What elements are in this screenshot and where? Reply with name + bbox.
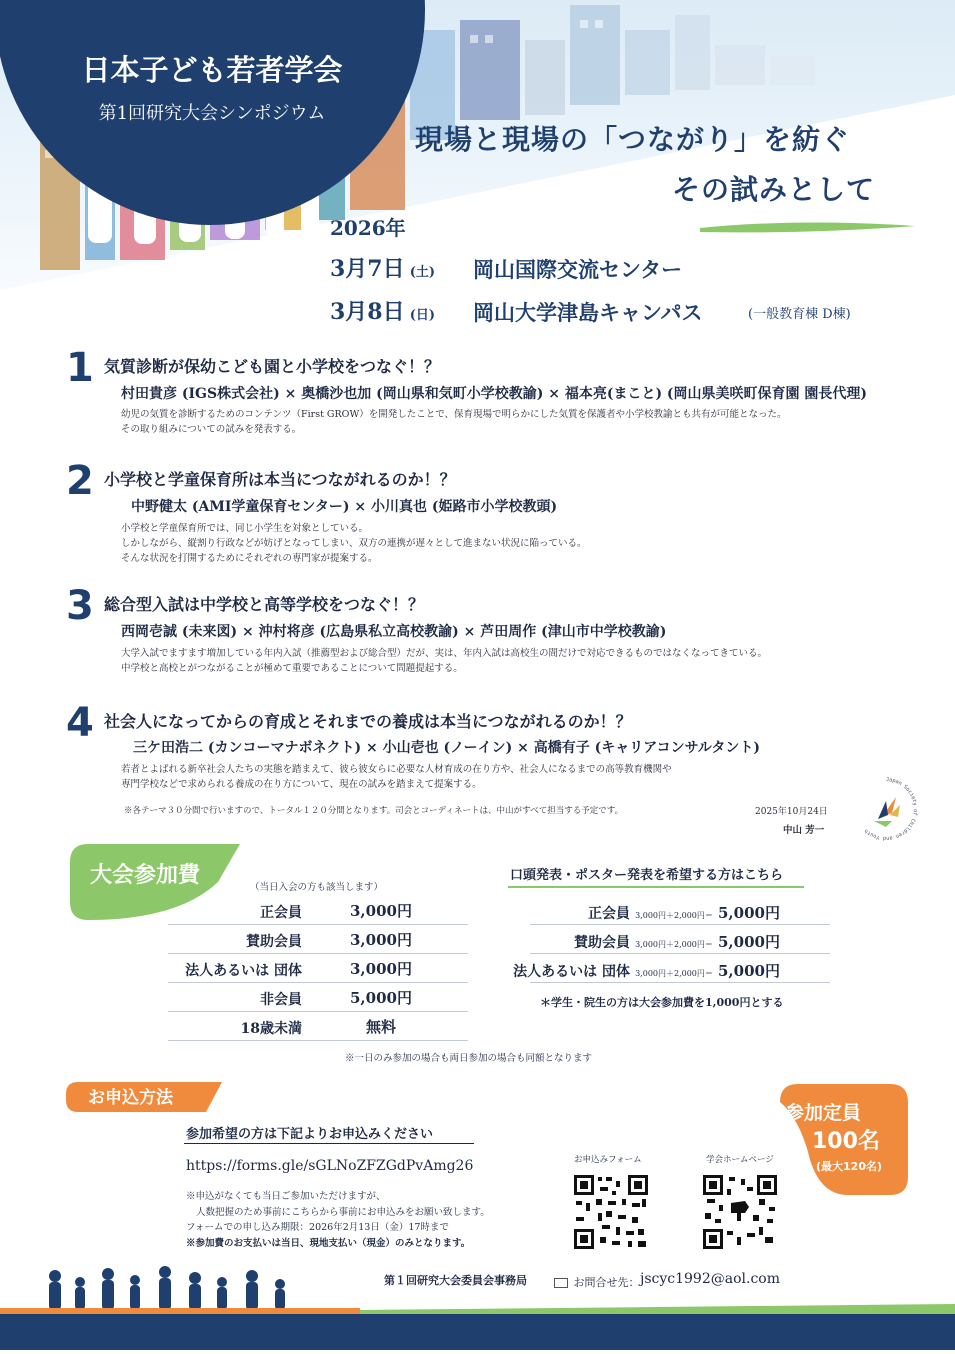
theme1-speakers: 村田貴彦 (IGS株式会社) × 奥橋沙也加 (岡山県和気町小学校教諭) × 福本亮(まこと) (岡山県美咲町保育園 園長代理) [121,386,868,402]
fee-divider [530,953,830,954]
theme3-description [121,646,767,676]
capacity-number: 100名 [812,1129,880,1154]
presenter-fee-label: 正会員 [588,906,630,922]
fee-value: 5,000円 [350,989,412,1007]
fee-divider [168,1011,468,1012]
contact-email[interactable]: jscyc1992@aol.com [640,1271,780,1287]
presenter-fee-row [510,902,830,923]
fee-value: 3,000円 [350,931,412,949]
presenter-fee-calc: 3,000円＋2,000円＝ [635,911,713,920]
theme2-speakers: 中野健太 (AMI学童保育センター) × 小川真也 (姫路市小学校教頭) [131,499,558,515]
theme4-number: 4 [66,700,94,746]
theme1-number: 1 [66,345,94,391]
theme4-description [121,762,672,792]
theme2-number: 2 [66,458,94,504]
homepage-qr-code[interactable] [701,1173,779,1251]
day1-weekday: (土) [409,265,436,280]
fee-label: 法人あるいは 団体 [185,963,302,979]
day1-date: 3月7日 [330,256,405,282]
day2-venue: 岡山大学津島キャンパス [473,300,703,325]
fee-label: 正会員 [260,905,302,921]
theme1-desc-line: その取り組みについての試みを発表する。 [121,424,302,435]
presenter-fee-calc: 3,000円＋2,000円＝ [635,969,713,978]
fee-value: 3,000円 [350,960,412,978]
presenter-fee-calc: 3,000円＋2,000円＝ [635,940,713,949]
theme2-desc-line: そんな状況を打開するためにそれぞれの専門家が提案する。 [121,553,378,564]
apply-notes [186,1189,490,1251]
office-name: 第１回研究大会委員会事務局 [384,1274,527,1287]
fee-label: 賛助会員 [246,934,302,950]
theme4-speakers: 三ケ田浩二 (カンコーマナボネクト) × 小山壱也 (ノーイン) × 高橋有子 (キャリアコンサルタント) [133,740,760,756]
fee-label: 非会員 [260,992,302,1008]
presenter-fee-row [510,960,830,981]
theme4-title: 社会人になってからの育成とそれまでの養成は本当につながれるのか！？ [104,712,632,731]
qr1-label: お申込みフォーム [574,1155,642,1165]
form-qr-code[interactable] [572,1173,650,1251]
oneday-note: ※一日のみ参加の場合も両日参加の場合も同額となります [345,1053,593,1064]
headline-line2: その試みとして [672,173,876,206]
theme3-number: 3 [66,583,94,629]
fee-subnote: （当日入会の方も該当します） [250,882,384,893]
student-note: ＊学生・院生の方は大会参加費を1,000円とする [540,996,784,1009]
day1-venue: 岡山国際交流センター [473,257,683,282]
theme2-desc-line: 小学校と学童保育所では、同じ小学生を対象としている。 [121,523,369,534]
org-title: 日本子ども若者学会 [81,53,343,87]
apply-lead-underline [184,1143,474,1144]
capacity-label: 参加定員 [785,1102,862,1124]
presenter-fee-value: 5,000円 [718,904,780,922]
theme1-desc-line: 幼児の気質を診断するためのコンテンツ（First GROW）を開発したことで、保育現場で明らかにした気質を保護者や小学校教諭とも共有が可能となった。 [121,409,787,420]
apply-note-line: ※申込がなくても当日ご参加いただけますが、 [186,1191,386,1202]
fee-value: 無料 [366,1018,397,1036]
presenter-fee-label: 賛助会員 [574,935,630,951]
day2-row [330,295,435,326]
presenter-fee-label: 法人あるいは 団体 [513,964,630,980]
footer-bar [0,1290,955,1350]
theme1-description [121,407,787,437]
presenter-heading-underline [508,886,804,888]
theme4-desc-line: 専門学校などで求められる養成の在り方について、現在の試みを踏まえて提案する。 [121,779,482,790]
signature-date: 2025年10月24日 [755,807,828,817]
fee-divider [168,953,468,954]
contact-row [554,1274,640,1290]
qr2-label: 学会ホームページ [706,1155,774,1165]
fee-divider [530,982,830,983]
day2-date: 3月8日 [330,299,405,325]
capacity-max: (最大120名) [816,1160,883,1173]
presenter-fee-value: 5,000円 [718,933,780,951]
fee-divider [168,1040,468,1041]
apply-heading: お申込方法 [88,1088,173,1108]
day1-row [330,252,435,283]
theme2-description [121,521,587,566]
logo-ring-text: Japan Society of Children and Youth [863,776,918,842]
event-year: 2026年 [330,216,406,240]
theme3-speakers: 西岡壱誠 (未来図) × 沖村将彦 (広島県私立高校教諭) × 芦田周作 (津山市中学校教諭) [121,624,667,640]
day2-building: (一般教育棟 D棟) [748,307,851,322]
fee-divider [168,982,468,983]
theme2-desc-line: しかしながら、縦割り行政などが妨げとなってしまい、双方の連携が遅々として進まない状況に陥っている。 [121,538,587,549]
apply-form-link[interactable]: https://forms.gle/sGLNoZFZGdPvAmg26 [186,1158,474,1174]
theme2-title: 小学校と学童保育所は本当につながれるのか！？ [104,470,456,489]
fee-divider [530,924,830,925]
theme1-title: 気質診断が保幼こども園と小学校をつなぐ！？ [104,357,441,376]
apply-note-line: フォームでの申し込み期限：2026年2月13日（金）17時まで [186,1222,449,1233]
mail-icon [554,1278,568,1288]
presenter-fee-row [510,931,830,952]
headline-line1: 現場と現場の「つながり」を紡ぐ [415,123,851,156]
apply-note-line: 人数把握のため事前にこちらから事前にお申込みをお願い致します。 [196,1206,490,1218]
apply-lead: 参加希望の方は下記よりお申込みください [186,1127,434,1142]
session-note: ※各テーマ３０分間で行いますので、トータル１２０分間となります。司会とコーディネートは、中山がすべて担当する予定です。 [124,806,624,816]
fee-label: 18歳未満 [240,1021,302,1037]
theme3-desc-line: 中学校と高校とがつながることが極めて重要であることについて問題提起する。 [121,663,463,674]
signature-name: 中山 芳一 [783,825,825,836]
society-logo [852,775,920,843]
presenter-fee-value: 5,000円 [718,962,780,980]
theme4-desc-line: 若者とよばれる新卒社会人たちの実態を踏まえて、彼ら彼女らに必要な人材育成の在り方や、社会人になるまでの高等教育機関や [121,764,672,775]
presenter-fee-heading: 口頭発表・ポスター発表を希望する方はこちら [510,868,784,883]
day2-weekday: (日) [409,308,436,323]
event-subtitle: 第1回研究大会シンポジウム [98,103,326,124]
fee-value: 3,000円 [350,902,412,920]
theme3-desc-line: 大学入試でますます増加している年内入試（推薦型および総合型）だが、実は、年内入試は高校生の間だけで対応できるものではなくなってきている。 [121,648,768,659]
fee-heading: 大会参加費 [90,863,201,888]
fee-divider [168,924,468,925]
theme3-title: 総合型入試は中学校と高等学校をつなぐ！？ [104,595,425,614]
contact-label: お問合せ先： [573,1276,640,1289]
apply-note-line: ※参加費のお支払いは当日、現地支払い（現金）のみとなります。 [186,1237,471,1249]
